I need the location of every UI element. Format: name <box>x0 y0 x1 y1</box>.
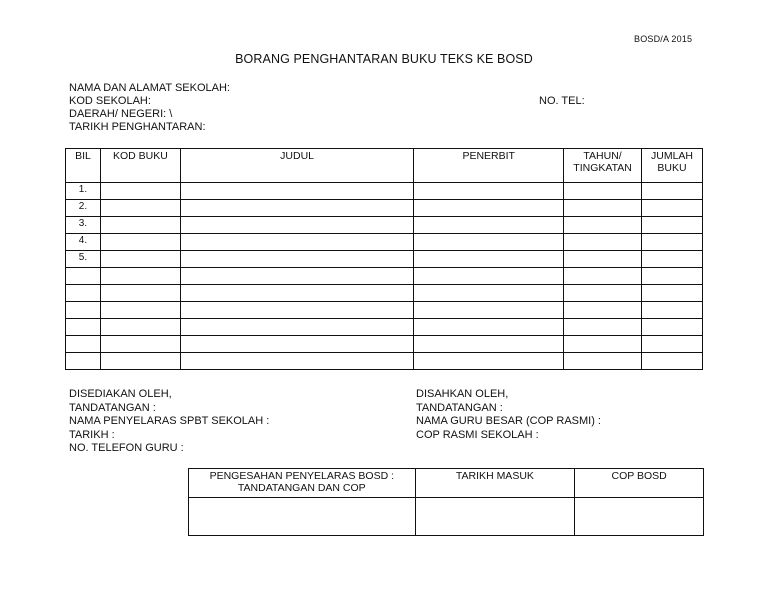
table-row <box>66 251 703 268</box>
school-stamp-label: COP RASMI SEKOLAH : <box>416 428 539 441</box>
jumlah-buku-cell[interactable] <box>642 268 703 285</box>
penerbit-cell[interactable] <box>414 183 564 200</box>
table-row <box>66 217 703 234</box>
bil-cell: 1. <box>66 183 101 200</box>
penerbit-cell[interactable] <box>414 336 564 353</box>
bil-cell: 5. <box>66 251 101 268</box>
tahun-tingkatan-cell[interactable] <box>564 268 642 285</box>
jumlah-buku-cell[interactable] <box>642 200 703 217</box>
bil-cell: 2. <box>66 200 101 217</box>
table-row <box>66 234 703 251</box>
header-jumlah-line1: JUMLAH <box>651 150 694 162</box>
bosd-entry-row <box>189 498 704 536</box>
bil-cell: 3. <box>66 217 101 234</box>
pengesahan-cell[interactable] <box>189 498 416 536</box>
bosd-verification-table <box>188 468 704 536</box>
bil-cell <box>66 319 101 336</box>
penerbit-cell[interactable] <box>414 251 564 268</box>
tahun-tingkatan-cell[interactable] <box>564 302 642 319</box>
approved-by-label: DISAHKAN OLEH, <box>416 388 509 400</box>
jumlah-buku-cell[interactable] <box>642 353 703 370</box>
tahun-tingkatan-cell[interactable] <box>564 336 642 353</box>
delivery-date-label: TARIKH PENGHANTARAN: <box>69 121 206 133</box>
approved-signature-label: TANDATANGAN : <box>416 401 503 414</box>
teacher-phone-label: NO. TELEFON GURU : <box>69 442 184 454</box>
tahun-tingkatan-cell[interactable] <box>564 183 642 200</box>
cop-bosd-cell[interactable] <box>575 498 704 536</box>
judul-cell[interactable] <box>180 183 414 200</box>
bil-cell <box>66 268 101 285</box>
kod-buku-cell[interactable] <box>100 200 180 217</box>
jumlah-buku-cell[interactable] <box>642 336 703 353</box>
tahun-tingkatan-cell[interactable] <box>564 200 642 217</box>
prepared-date-label: TARIKH : <box>69 428 115 441</box>
judul-cell[interactable] <box>180 285 414 302</box>
pengesahan-line2: TANDATANGAN DAN COP <box>237 482 366 494</box>
tahun-tingkatan-cell[interactable] <box>564 353 642 370</box>
table-row <box>66 353 703 370</box>
prepared-by-label: DISEDIAKAN OLEH, <box>69 388 172 400</box>
judul-cell[interactable] <box>180 353 414 370</box>
district-state-label: DAERAH/ NEGERI: \ <box>69 108 173 120</box>
judul-cell[interactable] <box>180 217 414 234</box>
kod-buku-cell[interactable] <box>100 336 180 353</box>
pengesahan-line1: PENGESAHAN PENYELARAS BOSD : <box>209 470 394 482</box>
phone-label: NO. TEL: <box>539 95 585 107</box>
judul-cell[interactable] <box>180 319 414 336</box>
table-row <box>66 319 703 336</box>
penerbit-cell[interactable] <box>414 319 564 336</box>
bil-cell <box>66 285 101 302</box>
header-judul: JUDUL <box>180 149 414 183</box>
penerbit-cell[interactable] <box>414 234 564 251</box>
penerbit-cell[interactable] <box>414 353 564 370</box>
header-tahun-tingkatan <box>564 149 642 183</box>
header-tarikh-masuk: TARIKH MASUK <box>415 469 575 498</box>
tahun-tingkatan-cell[interactable] <box>564 319 642 336</box>
header-jumlah-line2: BUKU <box>657 162 687 174</box>
kod-buku-cell[interactable] <box>100 353 180 370</box>
penerbit-cell[interactable] <box>414 200 564 217</box>
header-jumlah-buku <box>642 149 703 183</box>
judul-cell[interactable] <box>180 200 414 217</box>
header-penerbit: PENERBIT <box>414 149 564 183</box>
header-kod-buku: KOD BUKU <box>100 149 180 183</box>
book-list-header-row <box>66 149 703 183</box>
prepared-signature-label: TANDATANGAN : <box>69 401 156 414</box>
header-pengesahan <box>189 469 416 498</box>
bosd-header-row <box>189 469 704 498</box>
jumlah-buku-cell[interactable] <box>642 217 703 234</box>
tahun-tingkatan-cell[interactable] <box>564 217 642 234</box>
kod-buku-cell[interactable] <box>100 268 180 285</box>
school-info <box>69 82 230 134</box>
jumlah-buku-cell[interactable] <box>642 183 703 200</box>
tahun-tingkatan-cell[interactable] <box>564 251 642 268</box>
school-code-label: KOD SEKOLAH: <box>69 95 151 107</box>
header-tahun-line2: TINGKATAN <box>573 162 632 174</box>
tarikh-masuk-cell[interactable] <box>415 498 575 536</box>
table-row <box>66 200 703 217</box>
header-tahun-line1: TAHUN/ <box>583 150 622 162</box>
kod-buku-cell[interactable] <box>100 302 180 319</box>
kod-buku-cell[interactable] <box>100 319 180 336</box>
judul-cell[interactable] <box>180 251 414 268</box>
kod-buku-cell[interactable] <box>100 285 180 302</box>
kod-buku-cell[interactable] <box>100 251 180 268</box>
header-cop-bosd: COP BOSD <box>575 469 704 498</box>
book-list-table <box>65 148 703 370</box>
kod-buku-cell[interactable] <box>100 183 180 200</box>
bil-cell <box>66 353 101 370</box>
header-bil: BIL <box>66 149 101 183</box>
judul-cell[interactable] <box>180 268 414 285</box>
table-row <box>66 336 703 353</box>
jumlah-buku-cell[interactable] <box>642 302 703 319</box>
jumlah-buku-cell[interactable] <box>642 319 703 336</box>
prepared-by-section <box>69 388 269 456</box>
table-row <box>66 285 703 302</box>
jumlah-buku-cell[interactable] <box>642 285 703 302</box>
bil-cell <box>66 336 101 353</box>
approved-by-section <box>416 388 601 442</box>
bil-cell: 4. <box>66 234 101 251</box>
table-row <box>66 302 703 319</box>
judul-cell[interactable] <box>180 336 414 353</box>
penerbit-cell[interactable] <box>414 302 564 319</box>
kod-buku-cell[interactable] <box>100 217 180 234</box>
headmaster-name-label: NAMA GURU BESAR (COP RASMI) : <box>416 415 601 427</box>
form-code: BOSD/A 2015 <box>634 34 693 44</box>
jumlah-buku-cell[interactable] <box>642 234 703 251</box>
penerbit-cell[interactable] <box>414 268 564 285</box>
bil-cell <box>66 302 101 319</box>
coordinator-name-label: NAMA PENYELARAS SPBT SEKOLAH : <box>69 415 270 427</box>
table-row <box>66 183 703 200</box>
penerbit-cell[interactable] <box>414 217 564 234</box>
penerbit-cell[interactable] <box>414 285 564 302</box>
school-name-address-label: NAMA DAN ALAMAT SEKOLAH: <box>69 82 230 94</box>
table-row <box>66 268 703 285</box>
kod-buku-cell[interactable] <box>100 234 180 251</box>
judul-cell[interactable] <box>180 234 414 251</box>
form-title: BORANG PENGHANTARAN BUKU TEKS KE BOSD <box>235 52 533 66</box>
judul-cell[interactable] <box>180 302 414 319</box>
jumlah-buku-cell[interactable] <box>642 251 703 268</box>
tahun-tingkatan-cell[interactable] <box>564 285 642 302</box>
tahun-tingkatan-cell[interactable] <box>564 234 642 251</box>
